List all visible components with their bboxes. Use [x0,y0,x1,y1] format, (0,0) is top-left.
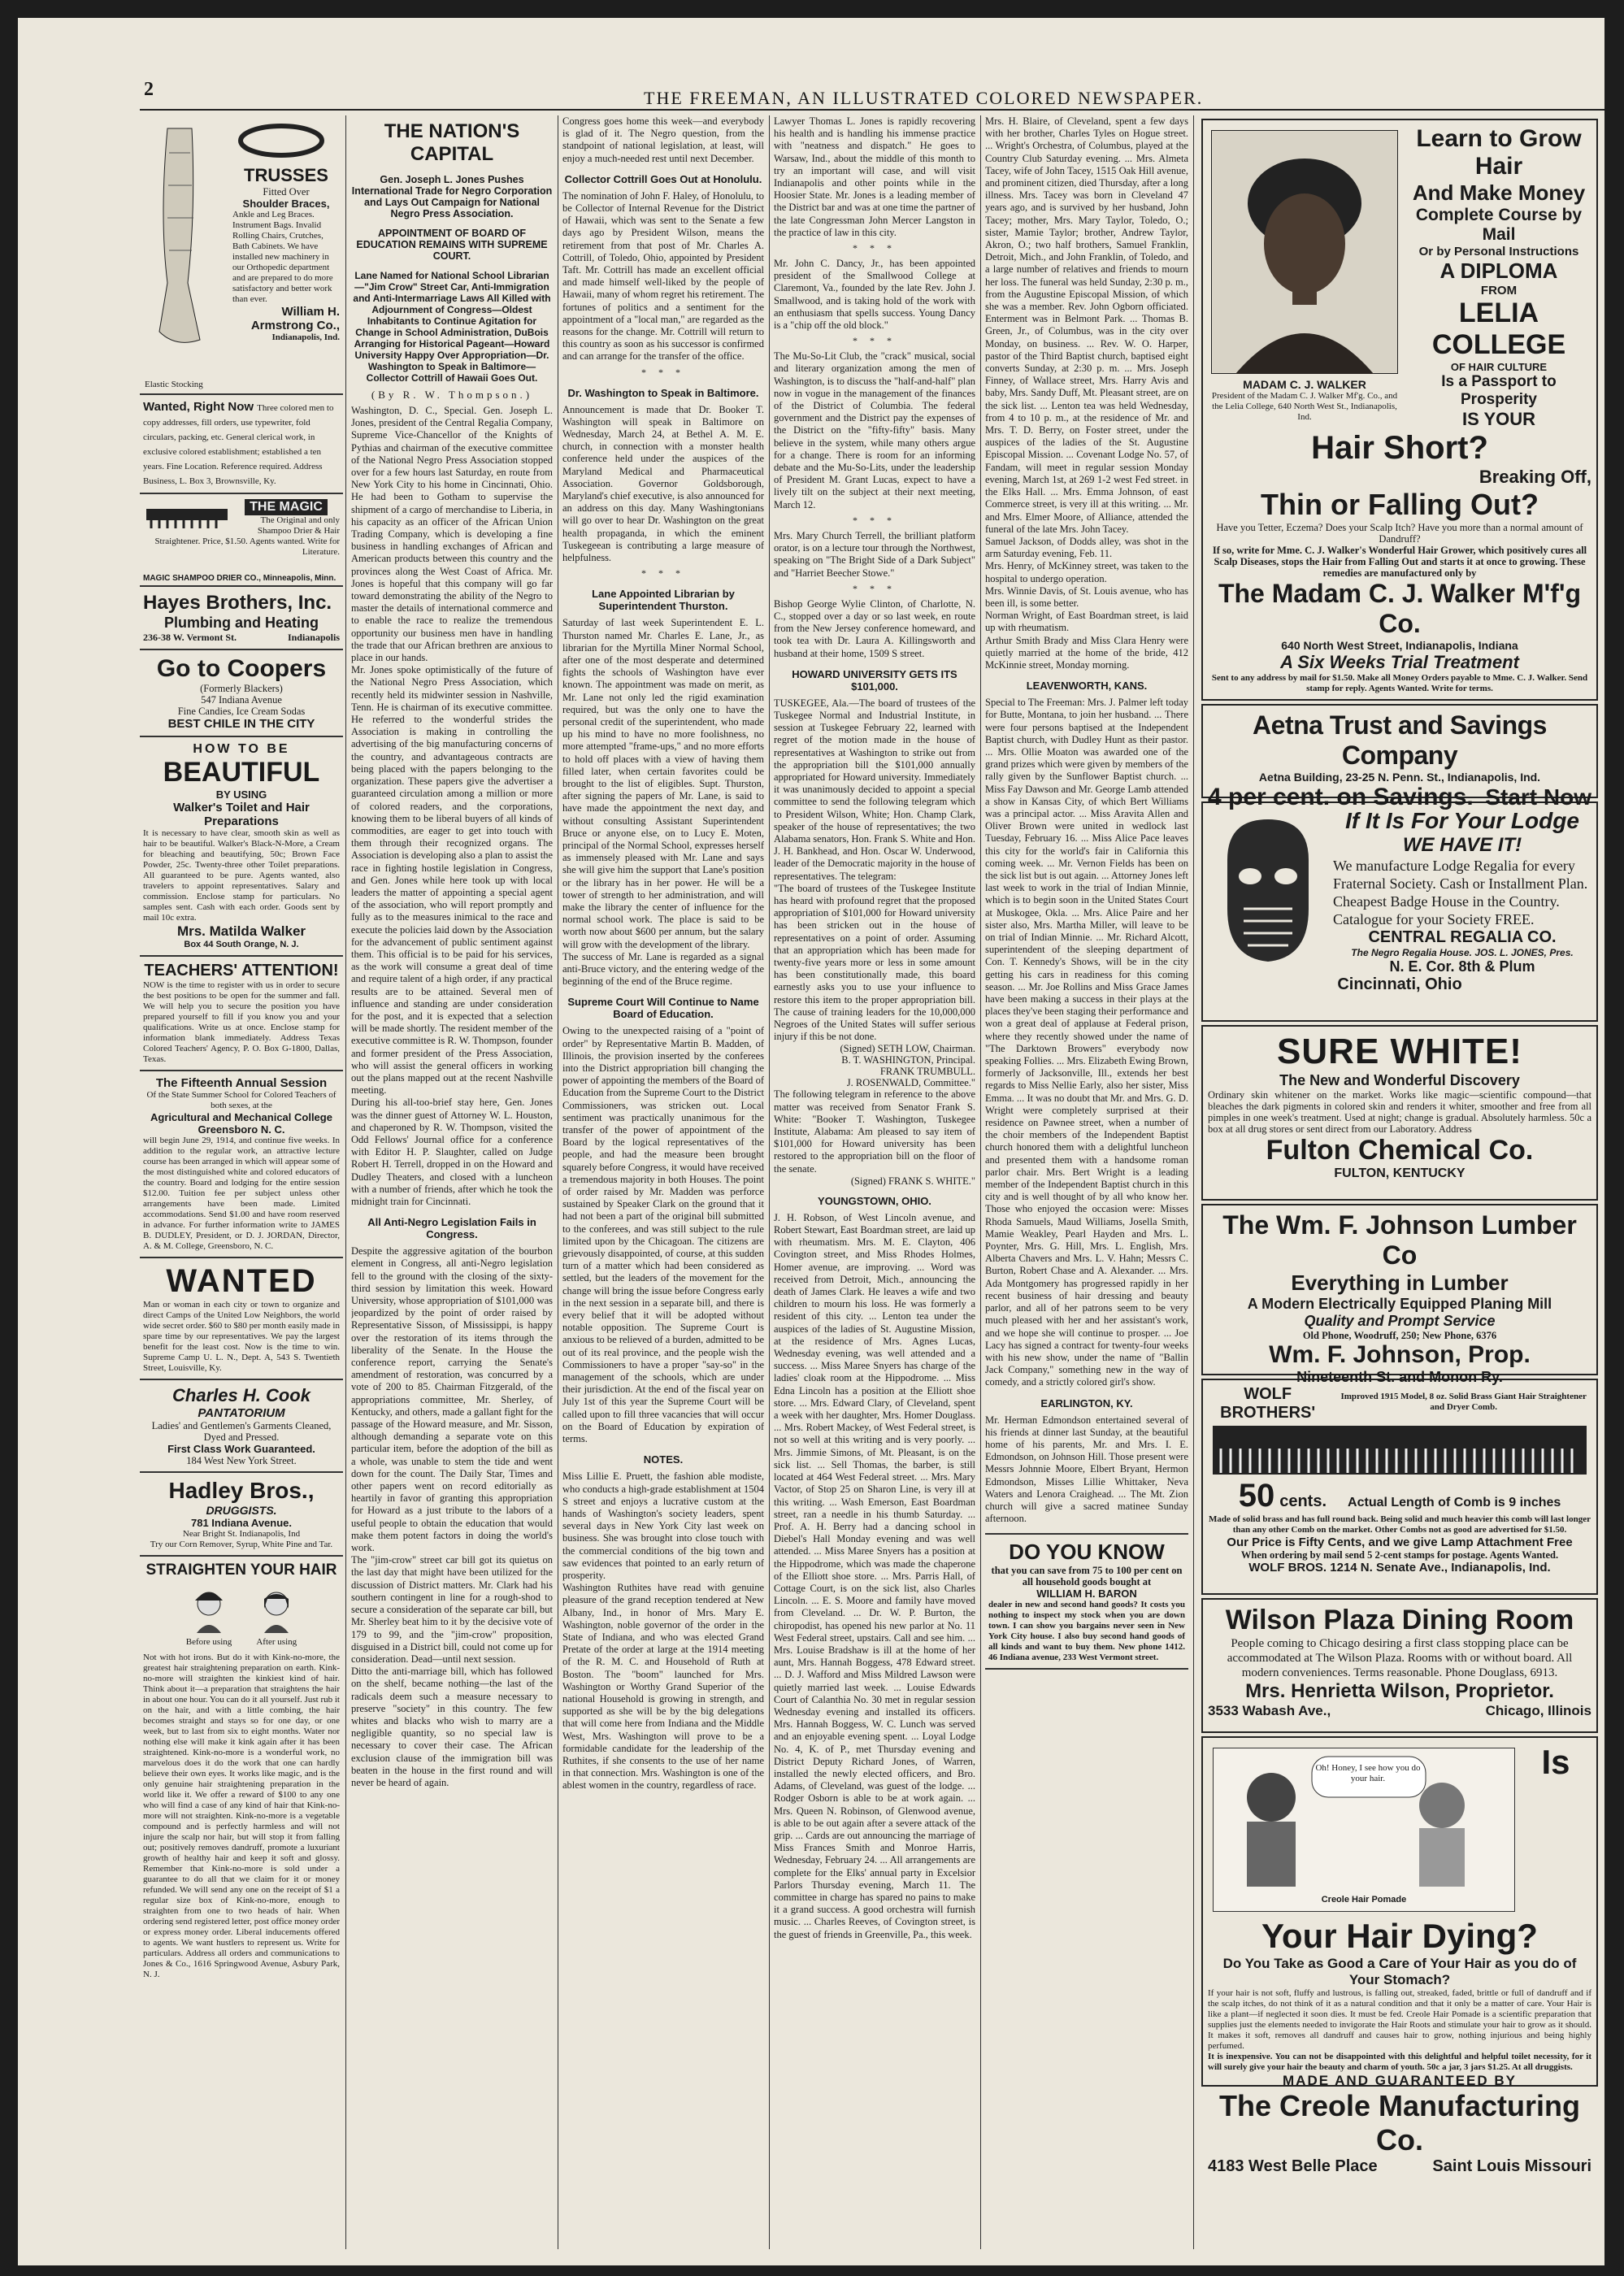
capital-deck3: Lane Named for National School Librarian—"Jim Crow" Street Car, Anti-Immigration and Anti-Intermarriage Laws All Killed with Adjournment of Congress—Oldest Inhabitants to Continue Agitation for Change in School Administration, DuBois Arranging for Historical Pageant—Howard University Happy Over Appropriation—Dr. Washington to Speak in Baltimore—Collector Cottrill of Hawaii Goes Out. [353,270,551,384]
sure-white-sub: The New and Wonderful Discovery [1279,1072,1520,1088]
cartoon-caption: Creole Hair Pomade [1321,1895,1407,1905]
regalia-company: CENTRAL REGALIA CO. [1368,928,1557,946]
fifteenth-session-ad [140,1071,343,1258]
notes-title: NOTES. [643,1453,684,1466]
youngstown-p7: Arthur Smith Brady and Miss Clara Henry were quietly married at the home of the bride, 412 McKinnie street, Monday morning. [985,634,1188,671]
notes-5: The Mu-So-Lit Club, the "crack" musical, social and literary organization among the men of Washington, is to discuss the "half-and-half" plan now in vogue in the management of the finances of the District of Columbia. The federal government and the District pay the expenses of the District on the "fifty-fifty" basis. Many believe in the system, while many others argue for a change. There is room for an informing debate and the Mu-So-Lits, under the leadership of President M. Grant Lucas, expect to have a lively tilt on the subject at their next meeting, March 12. [774,350,975,510]
youngstown-p4: Mrs. Henry, of McKinney street, was taken to the hospital to undergo operation. [985,560,1188,584]
wilson-city: Chicago, Illinois [1485,1703,1591,1718]
trusses-address: Indianapolis, Ind. [271,332,340,342]
wilson-title: Wilson Plaza Dining Room [1225,1605,1574,1635]
howard-sig4: J. ROSENWALD, Committee." [846,1077,975,1089]
magic-body: The Original and only Shampoo Drier & Hair Straightener. Price, $1.50. Agents wanted. Write for Literature. [154,515,340,557]
beautiful-l4: Walker's Toilet and Hair Preparations [173,801,310,828]
page-number: 2 [144,79,154,100]
notes-2: Washington Ruthites have read with genuine pleasure of the grand reception tendered at New Albany, Ind., in honor of Mrs. Mary E. Washington, noble governor of the order in the State of Indiana, and who was elected Grand Pretate of the order at large at the 1914 meeting of the R. M. C. and Household of Ruth at Boston. The "boom" launched for Mrs. Washington or Worthy Grand Superior of the national Household is growing in strength, and supported as she will be by the big delegations that will come here from Indiana and the Middle West, Mrs. Washington will prove to be a formidable candidate for the leadership of the Ruthites, if she consents to the use of her name in that connection. Mrs. Washington is one of the ablest women in the country, regardless of race. [562,1582,764,1792]
masthead-title: THE FREEMAN, AN ILLUSTRATED COLORED NEWSPAPER. [644,88,1204,108]
column-rule [1193,115,1194,2249]
wolf-address: WOLF BROS. 1214 N. Senate Ave., Indianapolis, Ind. [1248,1561,1551,1575]
capital-continued-column-b: Lawyer Thomas L. Jones is rapidly recovering his health and is handling his immense practice with "neatness and dispatch." He goes to Warsaw, Ind., about the middle of this month to try an important will case, and will visit Indianapolis and other points while in the Hoosier State. Mr. Jones is a leading member of the District bar and was at one time the partner of the late Congressman John Mercer Langston in the practice of law in this city. * * * Mr. John C. Dancy, Jr., has been appointed president of the Smallwood College at Claremont, Va., founded by the late Rev. John J. Smallwood, and is taking hold of the work with an enthusiasm that spells success. Young Dancy is a "chip off the old block." * * * The Mu-So-Lit Club, the "crack" musical, social and literary organization among the men of Washington, is to discuss the "half-and-half" plan now in vogue in the management of the finances of the District of Columbia. The federal government and the District pay the expenses of the District on the "fifty-fifty" basis. Many believe in the system, while many others argue for a change. There is room for an informing debate and the Mu-So-Lits, under the leadership of President M. Grant Lucas, expect to have a lively tilt on the subject at their next meeting, March 12. * * * Mrs. Mary Church Terrell, the brilliant platform orator, is on a lecture tour through the Northwest, speaking on "The Bright Side of a Dark Subject" and "Harriet Beecher Stowe." * * * Bishop George Wylie Clinton, of Charlotte, N. C., stopped over a day or so last week, en route from the New Jersey conference homeward, and took tea with Dr. Laura A. Killingsworth and husband at their home, 1509 S street. HOWARD UNIVERSITY GETS ITS $101,000. TUSKEGEE, Ala.—The board of trustees of the Tuskegee Normal and Industrial Institute, in session at Tuskegee February 22, learned with regret of the motion made in the house of representatives at Washington to strike out from the appropriation bill the $101,000 annually appropriated for Howard university. Immediately it was unanimously decided to appoint a special committee to send the following telegram which to President Wilson, White; Hon. Champ Clark, speaker of the house of representatives; the two Alabama senators, Hon. Frank S. White and Hon. J. H. Bankhead, and Hon. Oscar W. Underwood, leader of the Democratic majority in the house of representatives. The telegram: "The board of trustees of the Tuskegee Institute has heard with profound regret that the proposed appropriation of $101,000 for Howard university has been stricken out in the house of representatives on a point of order. Assuming that an appropriation which has been made for twenty-five years more or less in some amount has been constitutionally made, this board earnestly asks you to use your influence to restore this item to the proper appropriation bill. The cause of training leaders for the 10,000,000 Negroes of the United States will suffer serious injury if this be not done. (Signed) SETH LOW, Chairman. B. T. WASHINGTON, Principal. FRANK TRUMBULL. J. ROSENWALD, Committee." The following telegram in reference to the above matter was received from Senator Frank S. White: "Booker T. Washington, Tuskegee Institute, Alabama: Am pleased to say item of $101,000 for Howard university has been restored to the appropriation bill on the floor of the senate. (Signed) FRANK S. WHITE." YOUNGSTOWN, OHIO. J. H. Robson, of West Lincoln avenue, and Robert Stewart, East Boardman street, are laid up with rheumatism. Mrs. M. E. Clayton, 406 Covington street, and Miss Rhodes Holmes, Homer avenue, are improving. ... Word was received from Detroit, Mich., announcing the death of James Clark. He leaves a wife and two children to mourn his loss. He was formerly a resident of this city. ... Lenton tea under the auspices of the ladies of St. Augustine Mission, at the residence of Mrs. Agnes Lucas, Wednesday evening, was well attended and a success. ... Miss Maree Snyers has charge of the ladies' cloak room at the Hippodrome. ... Miss Edna Lincoln has a position at the Elliott shoe store. ... Mrs. Edward Clary, of Cleveland, spent a week with her daughter, Mrs. Homer Douglass. ... Mrs. Robert Mackey, of West Federal street, is not so well at this writing and is very poorly. ... Mrs. Jimmie Simons, of Mt. Pleasant, is on the sick list. ... Sell Thomas, the barber, is still located at 464 West Federal street. ... Mrs. Mary Vactor, of Stop 25 on Sharon Line, is very ill at this writing. ... Wash Emerson, East Boardman street, ran a needle in his thumb Saturday. ... Prof. A. H. Berry had a dancing school in Diebel's Hall Monday evening and was well attended. ... Miss Maree Snyers has a position at the Hippodrome, which was made the chaperone of the Elliott shoe store. ... Mrs. Parris Hall, of Cottage Court, is on the sick list, also Charles Lincoln. ... E. S. Moore and family have moved from Cleveland. ... Dr. W. P. Burton, the chiropodist, has opened his new parlor at No. 11 West Federal street, upstairs. Call and see him. ... Mrs. Louise Bradshaw is ill at the home of her aunt, Mrs. Hannah Boggess, 478 Edward street. ... D. J. Wafford and Miss Mildred Lawson were quietly married last week. ... Louise Edwards Court of Calanthia No. 30 met in regular session Wednesday evening and installed its officers. Mrs. Hannah Boggess, W. C. Lunch was served and an enjoyable evening spent. ... Loyal Lodge No. 4, K. of P., met Thursday evening and District Deputy Richard Jones, of Warren, installed the newly elected officers, and Bro. Adams, of Cleveland, was guest of the lodge. ... Rodger Osborn is able to be at work again. ... Mrs. Queen N. Robinson, of Glenwood avenue, is able to be out again after a severe attack of the grip. ... Cards are out announcing the marriage of Miss Frances Smith and Monroe Harris, Wednesday, February 24. ... All arrangements are complete for the Elks' annual party in Excelsior Parlors Thursday evening, March 11. The committee in charge has spared no pains to make it a grand success. A good orchestra will furnish music. ... Charles Reeves, of Covington street, is the guest of friends in Greenville, Pa., this week. [774,115,975,1940]
walker-portrait-image [1211,130,1398,374]
aetna-ad [1201,704,1598,810]
straighten-body: Not with hot irons. But do it with Kink-no-more, the greatest hair straightening preparation on earth. Kink-no-more will straighten the kinkiest kind of hair. Think about it—a preparation that straightens the hair in about one hour. You can do it all yourself. Just rub it on the hair, and with a little combing, the hair becomes straight and stays so for one day, or one week, but to last from six to eight months. Water nor nothing else will make it kink again after it has been straightened. Kink-no-more is a wonderful work, no marvelous does it do the work that one can hardly believe their own eyes. It works like magic, and is the only genuine hair straightening preparation in the world like it. We offer a reward of $100 to any one who will find a case of any kind of hair that Kink-no-more will not straighten. Kink-no-more is a vegetable compound and is perfectly harmless and will not injure the scalp nor hair, but will stop it from falling out; positively removes dandruff, promote a luxuriant growth of healthy hair and keep it soft and glossy. Remember that Kink-no-more is sold under a guarantee to do all that we claim for it or money refunded. We will send any one on the receipt of $1 a regular size box of Kink-no-more, enough to straighten from one to two heads of hair. When ordering send registered letter, post office money order or express money order. Liberal inducements offered to agents. We want hustlers to represent us. Write for particulars. Address all orders and communications to Jones & Co., 1616 Springwood Avenue, Asbury Park, N. J. [143,1653,340,1979]
coopers-sub: (Formerly Blackers) [200,683,283,694]
walker-company: The Madam C. J. Walker M'f'g Co. [1218,579,1582,638]
coopers-ad [140,650,343,737]
capital-p9: Announcement is made that Dr. Booker T. Washington will speak in Baltimore on Wednesday, March 24, at Bethel A. M. E. church, in connection with a monster health conference held under the auspices of the Maryland Medical and Pharmaceutical Association. Governor Goldsborough, Maryland's chief executive, is also announced for an address on this day. Many Washingtonians will go over to hear Dr. Washington on the great health propaganda, in which the eminent Tuskegeean is contributing a large measure of helpfulness. [562,403,764,564]
capital-sub5: Supreme Court Will Continue to Name Board of Education. [567,996,759,1021]
do-you-know-name: WILLIAM H. BARON [1036,1588,1137,1601]
do-you-know-ad [985,1533,1188,1670]
walker-h4: Or by Personal Instructions [1418,245,1579,258]
earlington-title: EARLINGTON, KY. [1040,1396,1133,1409]
magic-title: THE MAGIC [245,499,328,515]
walker-h6: FROM [1480,284,1518,298]
wolf-promo: Our Price is Fifty Cents, and we give Lamp Attachment Free [1227,1535,1573,1549]
comb-icon [1213,1426,1587,1475]
wanted-right-now-ad [140,395,343,494]
straighten-title: STRAIGHTEN YOUR HAIR [145,1561,337,1579]
wolf-brothers-ad [1201,1379,1598,1595]
walker-question: Have you Tetter, Eczema? Does your Scalp Itch? Have you more than a normal amount of Dandruff? [1216,522,1583,545]
trusses-line2: Shoulder Braces, [242,198,330,210]
fifteenth-l4: Greensboro N. C. [198,1123,285,1136]
howard-sig1: (Signed) SETH LOW, Chairman. [840,1043,975,1055]
nations-capital-column [351,115,553,2249]
masthead-rule [140,109,1604,111]
leavenworth-title: LEAVENWORTH, KANS. [1026,680,1148,693]
coopers-title: Go to Coopers [156,655,327,682]
walker-portrait [1211,130,1398,422]
fifteenth-title: The Fifteenth Annual Session [155,1076,328,1090]
howard-p1: TUSKEGEE, Ala.—The board of trustees of the Tuskegee Normal and Industrial Institute, in session at Tuskegee February 22, learned with regret of the motion made in the house of representatives at Washington to strike out from the appropriation bill the $101,000 annually appropriated for Howard university. Immediately it was unanimously decided to appoint a special committee to send the following telegram which to President Wilson, White; Hon. Champ Clark, speaker of the house of representatives; the two Alabama senators, Hon. Frank S. White and Hon. J. H. Bankhead, and Hon. Oscar W. Underwood, leader of the Democratic majority in the house of representatives. The telegram: [774,697,975,882]
nations-capital-title: THE NATION'S CAPITAL [384,120,520,165]
hayes-title: Hayes Brothers, Inc. [143,592,332,614]
sure-white-body: Ordinary skin whitener on the market. Works like magic—scientific compound—that bleaches the dark pigments in colored skin and renders it whiter, smoother and free from all pimples in one week's treatment. Used at night; change is gradual. Absolutely harmless. 50c a box at all drug stores or sent direct from our Laboratory. Address [1208,1089,1591,1135]
hadley-address: 781 Indiana Avenue. [190,1517,293,1529]
teachers-title: TEACHERS' ATTENTION! [144,962,339,979]
wolf-cents: cents. [1279,1492,1327,1510]
creole-h2: Do You Take as Good a Care of Your Hair as you do of Your Stomach? [1222,1956,1577,1987]
comb-dryer-icon [143,499,232,532]
beautiful-body: It is necessary to have clear, smooth skin as well as hair to be beautiful. Walker's Black-N-More, a Cream for bleaching and beautifying, 50c; Brown Face Powder, 25c. Twenty-three other Toilet preparations. All guaranteed to be pure. Agents wanted, also travelers to appoint representatives. Salary and commission. Enclose stamp for particulars. No samples sent. Cash with each order. Goods sent by mail 10c extra. [143,828,340,923]
howard-title: HOWARD UNIVERSITY GETS ITS $101,000. [792,667,957,693]
youngstown-p2: Mrs. H. Blaire, of Cleveland, spent a few days with her brother, Charles Tyles on Hogue street. ... Wright's Orchestra, of Columbus, played at the Country Club Saturday evening. ... Mrs. Almeta Tacey, wife of John Tacey, 1515 Oak Hill avenue, and prominent citizen, died Thursday, after a long illness. Mrs. Tacey was born in Cleveland 47 years ago, and is survived by her husband, John Tacey; mother, Mrs. Mary Taylor, Toledo, O.; sister, Mamie Taylor; brother, Andrew Taylor, Akron, O.; two half brothers, Samuel Franklin, Detroit, Mich., and John Franklin, of Toledo, and a large number of relatives and friends to mourn her loss. The funeral was held Sunday, 2:30 p. m., from the Augustine Episcopal Mission, of which she was a member. Rev. John Ogborn officiated. Enterment was in Belmont Park. ... Thomas B. Green, Jr., of Columbus, was in the city over Monday, on business. ... Rev. W. O. Harper, pastor of the Third Baptist church, baptised eight converts Sunday, at 2:30 p. m. ... Mrs. Joseph Finney, of Wallace street, Mrs. Harry Avis and baby, Mrs. Sandy Duff, Mt. Pleasant street, are on the sick list. ... Lenton tea was held Wednesday, from 4 to 10 p. m., at the residence of Mr. and Mrs. T. D. Berry, on Foster street, under the auspices of the ladies of the St. Augustine Episcopal Mission. ... Covenant Lodge No. 57, of Fandam, will meet in regular session Monday evening, March 1st, at 269 1-2 west Fed street. in the Elks Hall. ... Mrs. Emma Johnson, of east Commerce street, is very ill at this writing. ... Mr. and Mrs. Elmer Moore, of Alliance, attended the funeral of the late Mrs. John Tacey. [985,115,1188,535]
walker-h7: LELIA COLLEGE [1431,298,1566,360]
regalia-h2: WE HAVE IT! [1402,834,1522,856]
sure-white-company: Fulton Chemical Co. [1266,1135,1534,1166]
capital-deck1: Gen. Joseph L. Jones Pushes International Trade for Negro Corporation and Lays Out Campaign for National Negro Press Association. [351,174,553,219]
youngstown-p5: Mrs. Winnie Davis, of St. Louis avenue, who has been ill, is some better. [985,584,1188,609]
fifteenth-l2: Of the State Summer School for Colored Teachers of both sexes, at the [146,1090,337,1110]
johnson-address: Nineteenth St. and Monon Ry. [1296,1369,1503,1385]
howard-sig3: FRANK TRUMBULL. [879,1066,975,1078]
aetna-address: Aetna Building, 23-25 N. Penn. St., Indianapolis, Ind. [1258,771,1541,784]
youngstown-p3: Samuel Jackson, of Dodds alley, was shot in the arm Saturday evening, Feb. 11. [985,535,1188,560]
truss-illustration [143,120,232,364]
sure-white-ad [1201,1025,1598,1201]
creole-city: Saint Louis Missouri [1432,2157,1591,2175]
capital-byline: (By R. W. Thompson.) [371,389,533,401]
capital-p1: Washington, D. C., Special. Gen. Joseph L. Jones, president of the Central Regalia Company, Supreme Vice-Chancellor of the Knights of Pythias and chairman of the executive committee of the National Negro Press Association stopped over for a few hours last Saturday, en route from New York City to his home in Cincinnati, Ohio. He had been to Gotham to supervise the shipment of a cargo of merchandise to Liberia, in his capacity as an officer of the African Union Trading Company, which is developing a fine business in handling exchanges of African and American products between this country and the provinces along the West Coast of Africa. Mr. Jones is hopeful that this company will go far toward demonstrating the ability of the Negro to master the details of international commerce and to enable the race to realize the tremendous opportunity our business men have in handling the trade that our African brethren are anxious to place in our hands. [351,405,553,664]
youngstown-p1: J. H. Robson, of West Lincoln avenue, and Robert Stewart, East Boardman street, are laid up with rheumatism. Mrs. M. E. Clayton, 406 Covington street, and Miss Rhodes Holmes, Homer avenue, are improving. ... Word was received from Detroit, Mich., announcing the death of James Clark. He leaves a wife and two children to mourn his loss. He was formerly a resident of this city. ... Lenton tea under the auspices of the ladies of St. Augustine Mission, at the residence of Mrs. Agnes Lucas, Wednesday evening, was well attended and a success. ... Miss Maree Snyers has charge of the ladies' cloak room at the Hippodrome. ... Miss Edna Lincoln has a position at the Elliott shoe store. ... Mrs. Edward Clary, of Cleveland, spent a week with her daughter, Mrs. Homer Douglass. ... Mrs. Robert Mackey, of West Federal street, is not so well at this writing and is very poorly. ... Mrs. Jimmie Simons, of Mt. Pleasant, is on the sick list. ... Sell Thomas, the barber, is still located at 464 West Federal street. ... Mrs. Mary Vactor, of Stop 25 on Sharon Line, is very ill at this writing. ... Wash Emerson, East Boardman street, ran a needle in his thumb Saturday. ... Prof. A. H. Berry had a dancing school in Diebel's Hall Monday evening and was well attended. ... Miss Maree Snyers has a position at the Hippodrome, which was made the chaperone of the Elliott shoe store. ... Mrs. Parris Hall, of Cottage Court, is on the sick list, also Charles Lincoln. ... E. S. Moore and family have moved from Cleveland. ... Dr. W. P. Burton, the chiropodist, has opened his new parlor at No. 11 West Federal street, upstairs. Call and see him. ... Mrs. Louise Bradshaw is ill at the home of her aunt, Mrs. Hannah Boggess, 478 Edward street. ... D. J. Wafford and Miss Mildred Lawson were quietly married last week. ... Louise Edwards Court of Calanthia No. 30 met in regular session Wednesday evening and installed its officers. Mrs. Hannah Boggess, W. C. Lunch was served and an enjoyable evening spent. ... Loyal Lodge No. 4, K. of P., met Thursday evening and District Deputy Richard Jones, of Warren, installed the newly elected officers, and Bro. Adams, of Cleveland, was guest of the lodge. ... Rodger Osborn is able to be at work again. ... Mrs. Queen N. Robinson, of Glenwood avenue, is able to be out again after a severe attack of the grip. ... Cards are out announcing the marriage of Miss Frances Smith and Monroe Harris, Wednesday, February 24. ... All arrangements are complete for the Elks' annual party in Excelsior Parlors Thursday evening, March 11. The committee in charge has spared no pains to make it a grand success. A good orchestra will furnish music. ... Charles Reeves, of Covington street, is the guest of friends in Greenville, Pa., this week. [774,1211,975,1940]
walker-h1: Learn to Grow Hair [1416,125,1582,180]
walker-h9: Is a Passport to Prosperity [1441,373,1557,408]
wolf-length: Actual Length of Comb is 9 inches [1348,1496,1561,1509]
wilson-plaza-ad [1201,1598,1598,1733]
wilson-body: People coming to Chicago desiring a first class stopping place can be accommodated at The Wilson Plaza. Rooms with or without board. All modern conveniences. Terms reasonable. Phone Douglass, 6913. [1227,1637,1573,1679]
before-head-icon [189,1584,229,1633]
walker-h13: Thin or Falling Out? [1261,488,1539,521]
trusses-ad [140,115,343,395]
howard-sig5: (Signed) FRANK S. WHITE." [850,1175,975,1187]
walker-caption-name: MADAM C. J. WALKER [1243,378,1366,391]
hayes-subtitle: Plumbing and Heating [163,615,319,631]
wolf-order: When ordering by mail send 5 2-cent stamps for postage. Agents Wanted. [1240,1549,1559,1561]
trusses-title: TRUSSES [244,165,328,185]
locals-column [985,115,1188,2249]
capital-continued-column-a: Congress goes home this week—and everybody is glad of it. The Negro question, from the standpoint of national legislation, at least, will enjoy a much-needed rest until next December. Collector Cottrill Goes Out at Honolulu. The nomination of John F. Haley, of Honolulu, to be Collector of Internal Revenue for the District of Hawaii, which was sent to the Senate a few days ago by President Wilson, means the retirement from that post of Mr. Charles A. Cottrill, of Toledo, Ohio, appointed by President Taft. Mr. Cottrill has made an excellent official and made himself well-liked by the people of Hawaii, many of whom regret his retirement. The fortunes of politics and a sentiment for the appointment of a "local man," are regarded as the reasons for the change. Mr. Cottrill will return to this country as soon as his successor is confirmed and can arrange for the transfer of the office. * * * Dr. Washington to Speak in Baltimore. Announcement is made that Dr. Booker T. Washington will speak in Baltimore on Wednesday, March 24, at Bethel A. M. E. church, in connection with a monster health conference held under the auspices of the Maryland Medical and Pharmaceutical Association. Governor Goldsborough, Maryland's chief executive, is also announced for an address on this day. Many Washingtonians will go over to hear Dr. Washington on the great health propaganda, in which the eminent Tuskegeean is contributing a large measure of helpfulness. * * * Lane Appointed Librarian by Superintendent Thurston. Saturday of last week Superintendent E. L. Thurston named Mr. Charles E. Lane, Jr., as librarian for the Myrtilla Miner Normal School, after one of the most desperate and determined fights the schools of Washington have ever known. The appointment was made on merit, as Mr. Lane not only led the rigid examination required, but was the only one to have the personal credit of the superintendent, who made up his mind to have no more foolishness, no more attempted "frame-ups," and no more efforts to hold off places with a view of having them filled later, when certain favorites could be brought to the list of eligibles. Supt. Thurston, after signing the papers of Mr. Lane, is said to have made the appointment the next day, and without consulting Assistant Superintendent Bruce or anyone else, on to Lucy E. Moten, principal of the Normal School, expresses herself as immensely pleased with Mr. Lane and says she will give him the support that Lane's position or the library has in her power. He will be a tower of strength to her administration, and will make the library the center of influence for the normal school work. The place is said to be worth now about $600 per annum, but the salary will grow with the development of the library. The success of Mr. Lane is regarded as a signal anti-Bruce victory, and the entering wedge of the beginning of the end of the Bruce regime. Supreme Court Will Continue to Name Board of Education. Owing to the unexpected raising of a "point of order" by Representative Martin B. Madden, of Illinois, the provision inserted by the conferees into the District appropriation bill changing the power of appointing the members of the Board of Education from the Supreme Court to the District Commissioners, was stricken out. Local sentiment was practically unanimous for the transfer of the power of appointment of the Board by the logical representatives of the people, and had the measure been brought squarely before Congress, it would have received a tremendous majority in both Houses. The point of order raised by Mr. Madden was perforce sustained by Speaker Clark on the ground that it had not been a part of the original bill submitted to the conferees, and was still subject to the rule limited upon by the Chicagoan. The citizens are grievously disappointed, of course, at this sudden turn of a matter which had been considered as settled, but the leaders of the movement for the change will bring the issue before Congress early in the next session in a separate bill, and there is every belief that it will be adopted without notable opposition. The Supreme Court is anxious to be relieved of a burden, admitted to be out of its real province, and the people wish the Commissioners to have a proper "say-so" in the management of the schools, which are under their jurisdiction. At the end of the fiscal year on July 1st of this year the Supreme Court will be called upon to fill three vacancies that will occur on the Board of Education by expiration of terms. NOTES. Miss Lillie E. Pruett, the fashion able modiste, who conducts a high-grade establishment at 1504 S street and enjoys a lucrative custom at the hands of Washington's society leaders, spent several days in New York City last week on business. She was brought into close touch with the commercial conditions of the big town and saw evidences that pointed to an early return of prosperity. Washington Ruthites have read with genuine pleasure of the grand reception tendered at New Albany, Ind., in honor of Mrs. Mary E. Washington, noble governor of the order in the State of Indiana, and who was elected Grand Pretate of the order at large at the 1914 meeting of the R. M. C. and Household of Ruth at Boston. The "boom" launched for Mrs. Washington or Worthy Grand Superior of the national Household is growing in strength, and supported as she will be by the big delegations that will come here from Indiana and the Middle West, Mrs. Washington will prove to be a formidable candidate for the leadership of the Ruthites, if she consents to the use of her name in that connection. Mrs. Washington is one of the ablest women in the country, regardless of race. [562,115,764,1792]
capital-p5: The "jim-crow" street car bill got its quietus on the last day that might have been utilized for the discussion of District matters. Mr. Clark had his southern contingent in line for a rough-shod to secure a consideration of the separate car bill, but Mr. Sherley beat him to it by the decisive vote of 179 to 99, and the "jim-crow" proposition, disguised in a District bill, could not come up for consideration. Dead—until next session. [351,1554,553,1665]
do-you-know-title: DO YOU KNOW [1009,1540,1165,1565]
wilson-address: 3533 Wabash Ave., [1208,1703,1331,1718]
capital-p7: Congress goes home this week—and everybody is glad of it. The Negro question, from the standpoint of national legislation, at least, will enjoy a much-needed rest until next December. [562,115,764,164]
column-rule [345,115,346,2249]
earlington-p1: Mr. Herman Edmondson entertained several of his friends at dinner last Sunday, at the beautiful home of his parents, Mr. and Mrs. I. E. Edmondson, on Johnson Hill. Those present were Messrs Johnnie Moore, Elbert Bryant, Hermon Edmondson, Misses Lillie Whittaker, Neva Waters and Lenora Craighead. ... The Mt. Zion church will give a sacred matinee Sunday afternoon. [985,1414,1188,1525]
after-caption: After using [256,1637,297,1647]
walker-body: If so, write for Mme. C. J. Walker's Wonderful Hair Grower, which positively cures all Scalp Diseases, stops the Hair from Falling Out and starts it at once to growing. These remedies are manufactured only by [1212,545,1587,579]
capital-p4: Despite the aggressive agitation of the bourbon element in Congress, all anti-Negro legislation fell to the ground with the closing of the sixty-third session by limitation this week. Howard University, whose appropriation of $101,000 was jeopardized by the point of order raised by Representative Sisson, of Mississippi, is happy over the restoration of its items through the liberality of the Senate. In the House the conference report, carrying the Senate's amendment of restoration, was concurred by a vote of 200 to 85. Chairman Fitzgerald, of the appropriations committee, Mr. Sherley, of Kentucky, and others, made a gallant fight for the passage of the Howard measure, and Mr. Sisson, although demanding a separate vote on this particular item, before the adoption of the bill as a whole, was unable to stem the tide and went down for the count. The Daily Star, Times and other papers went on record editorially as heartily in favor of granting this appropriation for Howard as a just tribute to the labors of a useful people to obtain the education that would make them potent factors in doing the world's work. [351,1245,553,1554]
fifteenth-body: will begin June 29, 1914, and continue five weeks. In addition to the regular work, an attractive lecture course has been arranged in which will appear some of the most distinguished white and colored educators of the country. Board and lodging for the entire session $12.00. Tuition fee per subject unless other arrangements have been made. Limited accommodations. Send $1.00 and have room reserved in advance. For further information write to JAMES B. DUDLEY, President, or D. J. JORDAN, Director, A. & M. College, Greensboro, N. C. [143,1136,340,1251]
hayes-address: 236-38 W. Vermont St. [143,632,237,643]
capital-sub2: Collector Cottrill Goes Out at Honolulu. [564,172,762,185]
aetna-cta: Start Now [1485,784,1591,810]
newspaper-page [18,18,1604,2265]
right-ads-column [1198,115,1601,2249]
teachers-ad [140,957,343,1071]
do-you-know-body: that you can save from 75 to 100 per cent on all household goods bought at [991,1565,1183,1588]
regalia-ad [1201,801,1598,1022]
truss-brace-icon [232,120,330,161]
hadley-subtitle: DRUGGISTS. [206,1504,277,1517]
walker-caption: President of the Madam C. J. Walker Mf'g. Co., and the Lelia College, 640 North West St., Indianapolis, Ind. [1211,391,1398,422]
walker-h10: IS YOUR [1461,409,1536,429]
cook-l1: Ladies' and Gentlemen's Garments Cleaned, Dyed and Pressed. [151,1420,332,1443]
wolf-model: Improved 1915 Model, 8 oz. Solid Brass Giant Hair Straightener and Dryer Comb. [1340,1392,1587,1412]
trusses-caption: Elastic Stocking [145,380,203,389]
beautiful-name: Mrs. Matilda Walker [176,923,306,939]
regalia-mask-icon [1211,811,1325,966]
johnson-h3: A Modern Electrically Equipped Planing Mill [1247,1296,1552,1312]
capital-sub1: All Anti-Negro Legislation Fails in Congress. [367,1216,536,1241]
left-ads-column [140,115,343,2249]
youngstown-title: YOUNGSTOWN, OHIO. [818,1194,931,1207]
trusses-company: William H. Armstrong Co., [250,305,340,332]
hadley-ad [140,1473,343,1557]
johnson-h2: Everything in Lumber [1291,1270,1509,1295]
coopers-tag: BEST CHILE IN THE CITY [167,717,315,731]
cook-l2: First Class Work Guaranteed. [167,1443,315,1455]
magic-ad [140,494,343,587]
notes-3: Lawyer Thomas L. Jones is rapidly recovering his health and is handling his immense practice with "neatness and dispatch." He goes to Warsaw, Ind., about the middle of this month to try an important will case, and will visit Indianapolis and other points while in the Hoosier State. Mr. Jones is a leading member of the District bar and was at one time the partner of the late Congressman John Mercer Langston in the practice of law in this city. [774,115,975,238]
wanted-title: WANTED [166,1263,317,1299]
column-rule [980,115,981,2249]
regalia-body: We manufacture Lodge Regalia for every Fraternal Society. Cash or Installment Plan. Cheapest Badge House in the Country. Catalogue for your Society FREE. [1333,858,1588,927]
capital-p8: The nomination of John F. Haley, of Honolulu, to be Collector of Internal Revenue for the District of Hawaii, which was sent to the Senate a few days ago by President Wilson, means the retirement from that post of Mr. Charles A. Cottrill, of Toledo, Ohio, appointed by President Taft. Mr. Cottrill has made an excellent official and made himself well-liked by the people of Hawaii, many of whom regret his retirement. The fortunes of politics and a sentiment for the appointment of a "local man," are regarded as the reasons for the change. Mr. Cottrill will return to this country as soon as his successor is confirmed and can arrange for the transfer of the office. [562,189,764,363]
capital-p12: Owing to the unexpected raising of a "point of order" by Representative Martin B. Madden, of Illinois, the provision inserted by the conferees into the District appropriation bill changing the power of appointing the members of the Board of Education from the Supreme Court to the District Commissioners, was stricken out. Local sentiment was practically unanimous for the transfer of the power of appointment of the Board by the logical representatives of the people, and had the measure been brought squarely before Congress, it would have received a tremendous majority in both Houses. The point of order raised by Mr. Madden was perforce sustained by Speaker Clark on the ground that it had not been a part of the original bill submitted to the conferees, and was still subject to the rule limited upon by the Chicagoan. The citizens are grievously disappointed, of course, at this sudden turn of a matter which had been considered as settled, but the leaders of the movement for the change will bring the issue before Congress early in the next session in a separate bill, and there is every belief that it will be adopted without notable opposition. The Supreme Court is anxious to be relieved of a burden, admitted to be out of its real province, and the people wish the Commissioners to have a proper "say-so" in the management of the schools, which are under their jurisdiction. At the end of the fiscal year on July 1st of this year the Supreme Court will be called upon to fill three vacancies that will occur on the Board of Education by expiration of terms. [562,1025,764,1445]
beautiful-l2: BEAUTIFUL [163,757,320,788]
johnson-phones: Old Phone, Woodruff, 250; New Phone, 6376 [1302,1330,1497,1341]
beautiful-ad [140,737,343,957]
creole-h1: Is Your Hair Dying? [1261,1743,1570,1955]
walker-ad [1201,119,1598,701]
coopers-address: 547 Indiana Avenue [201,694,282,706]
wilson-name: Mrs. Henrietta Wilson, Proprietor. [1245,1680,1554,1702]
regalia-city: Cincinnati, Ohio [1337,975,1462,993]
walker-h3: Complete Course by Mail [1415,206,1583,244]
creole-company: The Creole Manufacturing Co. [1218,2089,1581,2157]
sure-white-city: FULTON, KENTUCKY [1334,1166,1466,1180]
wanted-body: Man or woman in each city or town to organize and direct Camps of the United Low Neighbors, the world wide secret order. $60 to $80 per month easily made in spare time by our representatives. We pay the largest benefit for the least cost. Now is the time to win. Supreme Camp U. L. N., Dept. A, 543 S. Twentieth Street, Louisville, Ky. [143,1300,340,1373]
trusses-body: Ankle and Leg Braces. Instrument Bags. Invalid Rolling Chairs, Crutches, Bath Cabinets. We have installed new machinery in our Orthopedic department and are prepared to do more satisfactory and better work than ever. [232,210,333,304]
howard-sig2: B. T. WASHINGTON, Principal. [841,1054,975,1066]
straighten-ad [140,1557,343,1985]
capital-deck2: APPOINTMENT OF BOARD OF EDUCATION REMAINS WITH SUPREME COURT. [356,228,548,262]
capital-p6: Ditto the anti-marriage bill, which has followed on the shelf, became nothing—the last of the radicals deem such a measure necessary to preserve "society" in this country. The few whites and blacks who wish to marry are a negligible quantity, so no special law is necessary to cover their case. The African exclusion clause of the immigration bill was beaten in the house in the first round and will never be heard of again. [351,1666,553,1788]
youngstown-p6: Norman Wright, of East Boardman street, is laid up with rheumatism. [985,610,1188,634]
capital-p2: Mr. Jones spoke optimistically of the future of the National Negro Press Association, which recently held its midwinter session in Nashville, Tenn. He is chairman of its executive committee. He referred to the wonderful strides the Association is making in controlling the advertising of the big manufacturing concerns of the country, and advantageous contracts are being placed with the papers belonging to the organization. These papers give the advertiser a guaranteed circulation among a million or more of colored readers, and the corporations, knowing them to be liberal buyers of all kinds of commodities, are eager to get into touch with them through their recognized organs. The Association is developing also a plan to assist the race in fighting hostile legislation in Congress, and Gen. Jones while here took up with local leaders the matter of appointing a special agent of the association, who will report promptly and fully as to the measures inimical to the race and execute the policies laid down by the Association for the advancement of public sentiment against them. This official is to be paid for his services, as the work will consume a great deal of time and require talent of a high order, if any practical results are to be attained. Several men of influence and standing are under consideration for the post, and it is expected that a selection will be made shortly. The resident member of the executive committee is R. W. Thompson, founder and former president of the Press Association, who will assist the general officers in working out the plans mapped out at the recent Nashville meeting. [351,664,553,1097]
before-caption: Before using [185,1637,232,1647]
capital-sub3: Dr. Washington to Speak in Baltimore. [567,386,759,399]
creole-ad [1201,1736,1598,2175]
wolf-price: 50 [1238,1478,1275,1514]
wanted-ad [140,1258,343,1380]
walker-h2: And Make Money [1412,180,1586,205]
capital-p3: During his all-too-brief stay here, Gen. Jones was the dinner guest of Attorney W. L. Houston, and chaperoned by R. W. Thompson, visited the Odd Fellows' Journal office for a conference with Editor H. P. Slaughter, called on Judge Robert H. Terrell, dropped in on the Howard and Dudley Theaters, and closed with a luncheon with a number of friends, after which he took the midnight train for Cincinnati. [351,1097,553,1207]
johnson-name: Wm. F. Johnson, Prop. [1269,1341,1531,1368]
wolf-title: WOLF BROTHERS' [1220,1385,1316,1422]
hadley-tag: Try our Corn Remover, Syrup, White Pine and Tar. [150,1540,333,1549]
aetna-title: Aetna Trust and Savings Company [1253,710,1547,770]
trusses-line1: Fitted Over [263,186,310,198]
after-head-icon [256,1584,297,1633]
notes-1: Miss Lillie E. Pruett, the fashion able modiste, who conducts a high-grade establishment at 1504 S street and enjoys a lucrative custom at the hands of Washington's society leaders, spent several days in New York City last week on business. She was brought into close touch with the commercial conditions of the big town and saw evidences that pointed to an early return of prosperity. [562,1470,764,1581]
cook-address: 184 West New York Street. [186,1455,297,1466]
cook-subtitle: PANTATORIUM [198,1406,285,1420]
johnson-lumber-ad [1201,1204,1598,1385]
creole-address: 4183 West Belle Place [1208,2157,1378,2175]
hadley-title: Hadley Bros., [168,1478,315,1503]
column-rule [769,115,770,2249]
notes-7: Bishop George Wylie Clinton, of Charlotte, N. C., stopped over a day or so last week, en route from the New Jersey conference homeward, and took tea with Dr. Laura A. Killingsworth and husband at their home, 1509 S street. [774,597,975,659]
creole-body2: It is inexpensive. You can not be disappointed with this delightful and helpful toilet necessity, for it will surely give your hair the beauty and charm of youth. 50c a jar, 3 jars $1.25. At all druggists. [1208,2052,1591,2072]
walker-footer: Sent to any address by mail for $1.50. Make all Money Orders payable to Mme. C. J. Walker. Send stamp for reply. Agents Wanted. Write for terms. [1211,673,1588,693]
howard-p2: "The board of trustees of the Tuskegee Institute has heard with profound regret that the proposed appropriation of $101,000 for Howard university has been stricken out in the house of representatives on a point of order. Assuming that an appropriation which has been made for twenty-five years more or less in some amount has been constitutionally made, this board earnestly asks you to use your influence to restore this item to the proper appropriation bill. The cause of training leaders for the 10,000,000 Negroes of the United States will suffer serious injury if this be not done. [774,882,975,1043]
cook-ad [140,1380,343,1473]
magic-footer: MAGIC SHAMPOO DRIER CO., Minneapolis, Minn. [143,574,337,583]
creole-made: MADE AND GUARANTEED BY [1283,2073,1517,2088]
johnson-title: The Wm. F. Johnson Lumber Co [1222,1210,1577,1270]
howard-p3: The following telegram in reference to the above matter was received from Senator Frank S. White: "Booker T. Washington, Tuskegee Institute, Alabama: Am pleased to say item of $101,000 for Howard university has been restored to the appropriation bill on the floor of the senate. [774,1088,975,1175]
beautiful-l3: BY USING [215,788,267,801]
do-you-know-body2: dealer in new and second hand goods? It costs you nothing to inspect my stock when you are down town. I can show you bargains never seen in New York City house. I also buy second hand goods of all kinds and want to buy them. New phone 1412. 46 Indiana avenue, 233 West Vermont street. [988,1600,1185,1663]
wanted-right-now-body: Three colored men to copy addresses, fill orders, use typewriter, fold circulars, packing, etc. General clerical work, in exclusive colored establishment; established a ten years. Fine Location. Reference required. Address Business, L. Box 3, Brownsville, Ky. [143,403,334,486]
regalia-sub: The Negro Regalia House. JOS. L. JONES, Pres. [1351,947,1574,958]
cartoon-bubble: Oh! Honey, I see how you do your hair. [1315,1763,1421,1783]
hayes-ad [140,587,343,650]
sure-white-title: SURE WHITE! [1277,1032,1522,1071]
walker-address: 640 North West Street, Indianapolis, Indiana [1281,639,1518,652]
creole-body: If your hair is not soft, fluffy and lustrous, is falling out, streaked, faded, brittle or full of dandruff and if the scalp itches, do not think of it as a natural condition and that it only be a matter of care. Your Hair is like a plant—if neglected it soon dies. It must be fed. Creole Hair Pomade is a scientific preparation that supplies just the elements needed to invigorate the Hair Roots and stimulate your hair to grow as it should. It makes it soft, removes all dandruff and causes hair to grow, nothing injurious and being highly perfumed. [1208,1988,1591,2051]
hadley-line: Near Bright St. Indianapolis, Ind [182,1529,301,1539]
wolf-body: Made of solid brass and has full round back. Being solid and much heavier this comb will last longer than any other Comb on the market. Other Combs not as good are advertised for $1.50. [1209,1514,1591,1535]
capital-p11: The success of Mr. Lane is regarded as a signal anti-Bruce victory, and the entering wedge of the beginning of the end of the Bruce regime. [562,950,764,988]
walker-h11: Hair Short? [1311,430,1488,466]
notes-4: Mr. John C. Dancy, Jr., has been appointed president of the Smallwood College at Claremont, Va., founded by the late Rev. John J. Smallwood, and is taking hold of the work with an enthusiasm that spells success. Young Dancy is a "chip off the old block." [774,258,975,332]
capital-p10: Saturday of last week Superintendent E. L. Thurston named Mr. Charles E. Lane, Jr., as librarian for the Myrtilla Miner Normal School, after one of the most desperate and determined fights the schools of Washington have ever known. The appointment was made on merit, as Mr. Lane not only led the rigid examination required, but was the only one to have the personal credit of the superintendent, who made up his mind to have no more foolishness, no more attempted "frame-ups," and no more efforts to hold off places with a view of having them filled later, when certain favorites could be brought to the list of eligibles. Supt. Thurston, after signing the papers of Mr. Lane, is said to have made the appointment the next day, and without consulting Assistant Superintendent Bruce or anyone else, on to Lucy E. Moten, principal of the Normal School, expresses herself as immensely pleased with Mr. Lane and says she will give him the support that Lane's position or the library has in her power. He will be a tower of strength to her administration, and will make the library the center of influence for the normal school work. The place is said to be worth now about $600 per annum, but the salary will grow with the development of the library. [562,617,764,950]
hayes-city: Indianapolis [287,632,340,643]
beautiful-address: Box 44 South Orange, N. J. [184,940,299,949]
aetna-rate: 4 per cent. on Savings. [1208,784,1474,810]
coopers-line: Fine Candies, Ice Cream Sodas [177,706,306,717]
capital-sub4: Lane Appointed Librarian by Superintendent Thurston. [592,588,735,613]
creole-cartoon [1213,1748,1515,1912]
fifteenth-l3: Agricultural and Mechanical College [150,1111,332,1123]
beautiful-l1: HOW TO BE [193,742,290,756]
regalia-address: N. E. Cor. 8th & Plum [1389,958,1535,975]
walker-h5: A DIPLOMA [1439,258,1558,283]
notes-6: Mrs. Mary Church Terrell, the brilliant platform orator, is on a lecture tour through the Northwest, speaking on "The Bright Side of a Dark Subject" and "Harriet Beecher Stowe." [774,529,975,579]
regalia-h1: If It Is For Your Lodge [1345,808,1579,833]
walker-trial: A Six Weeks Trial Treatment [1280,652,1519,672]
walker-h8: OF HAIR CULTURE [1450,361,1548,373]
walker-h12: Breaking Off, [1479,467,1591,487]
leavenworth-p1: Special to The Freeman: Mrs. J. Palmer left today for Butte, Montana, to join her husband. ... There were four persons baptised at the Independent Baptist church, with Dudley Hunt as their pastor. ... Mrs. Ollie Moaton was awarded one of the grand prizes which were given by members of the rally given by the Sunflower Baptist church. ... Miss Fay Dawson and Mr. George Lamb attended a show in Kansas City, of which Bert Williams was a principal actor. ... Miss Aravita Allen and Oliver Brown were united in wedlock last Tuesday, February 16. ... Miss Alice Pace leaves this city for the world's fair in California this coming week. ... Mr. Vernon Fields has been on the sick list but is out again. ... Attorney Jones left last week to work in the trial of Indian Minnie, which is to begin soon in the United States Court at Muskogee, Okla. ... Mrs. Alice Paire and her sister also, Mrs. Martha Miller, will leave to be on trial of Indian Minnie. ... Mr. Richard Alcott, superintendent of the sleeping department of Con. T. Kennedy's Shows, will be in the city getting his cars in readiness for this coming season. ... Mr. Joe Rollins and Miss Grace James have been making a success in their plays at the places they've been staging their performance and won a great deal of applause at Federal prison, where they recently showed under the name of "The Darktown Browers" everybody now speaking Follies. ... Mrs. Elizabeth Ewing Brown, formerly of Jacksonville, Ill., extends her best regards to Miss Nellie Early, also her sister, Miss Emma. ... It was no doubt that Mr. and Mrs. G. D. Wright were completely surprised at their residence on Pawnee street, when a number of the choir members of the Independent Baptist church honored them with a delightful luncheon and presented them with a handsome roman parlor chair. Mrs. Bert Wright is a leading member of the Independent Baptist church in this city and is well thought of by all who know her. Those who enjoyed the occasion were: Misses Rhoda Samuels, Maud Williams, Josella Smith, Mamie Weakley, Pearl Hayden and Mrs. L. Poynter, Mrs. G. Hill, Mrs. L. English, Mrs. Alberta Chavers and Mrs. L. V. Hahn; Messrs C. Burton, Robert Chase and A. Alexander. ... Mrs. Ada Montgomery has progressed rapidly in her recent business of hair dressing and beauty parlor, and all of her patrons seem to be very much pleased with her and her assistant's work, and we hope she will continue to prosper. ... Joe Lacy has signed a contract for twenty-four weeks with his new show, under the name of "Ballin Jack Company," something new in the way of comedy, and a strictly colored girl's show. [985,697,1188,1388]
wanted-right-now-title: Wanted, Right Now [143,400,254,414]
comb-illustration [1213,1426,1587,1475]
cook-title: Charles H. Cook [172,1385,310,1405]
teachers-body: NOW is the time to register with us in order to secure the best positions to be open for the summer and fall. We will help you to secure the position you have prepared yourself to fill if you know you and your qualifications. Write us at once. Enclose stamp for information blank immediately. Address Texas Colored Teachers' Agency, P. O. Box G-1800, Dallas, Texas. [143,980,340,1064]
johnson-h4: Quality and Prompt Service [1304,1313,1496,1329]
